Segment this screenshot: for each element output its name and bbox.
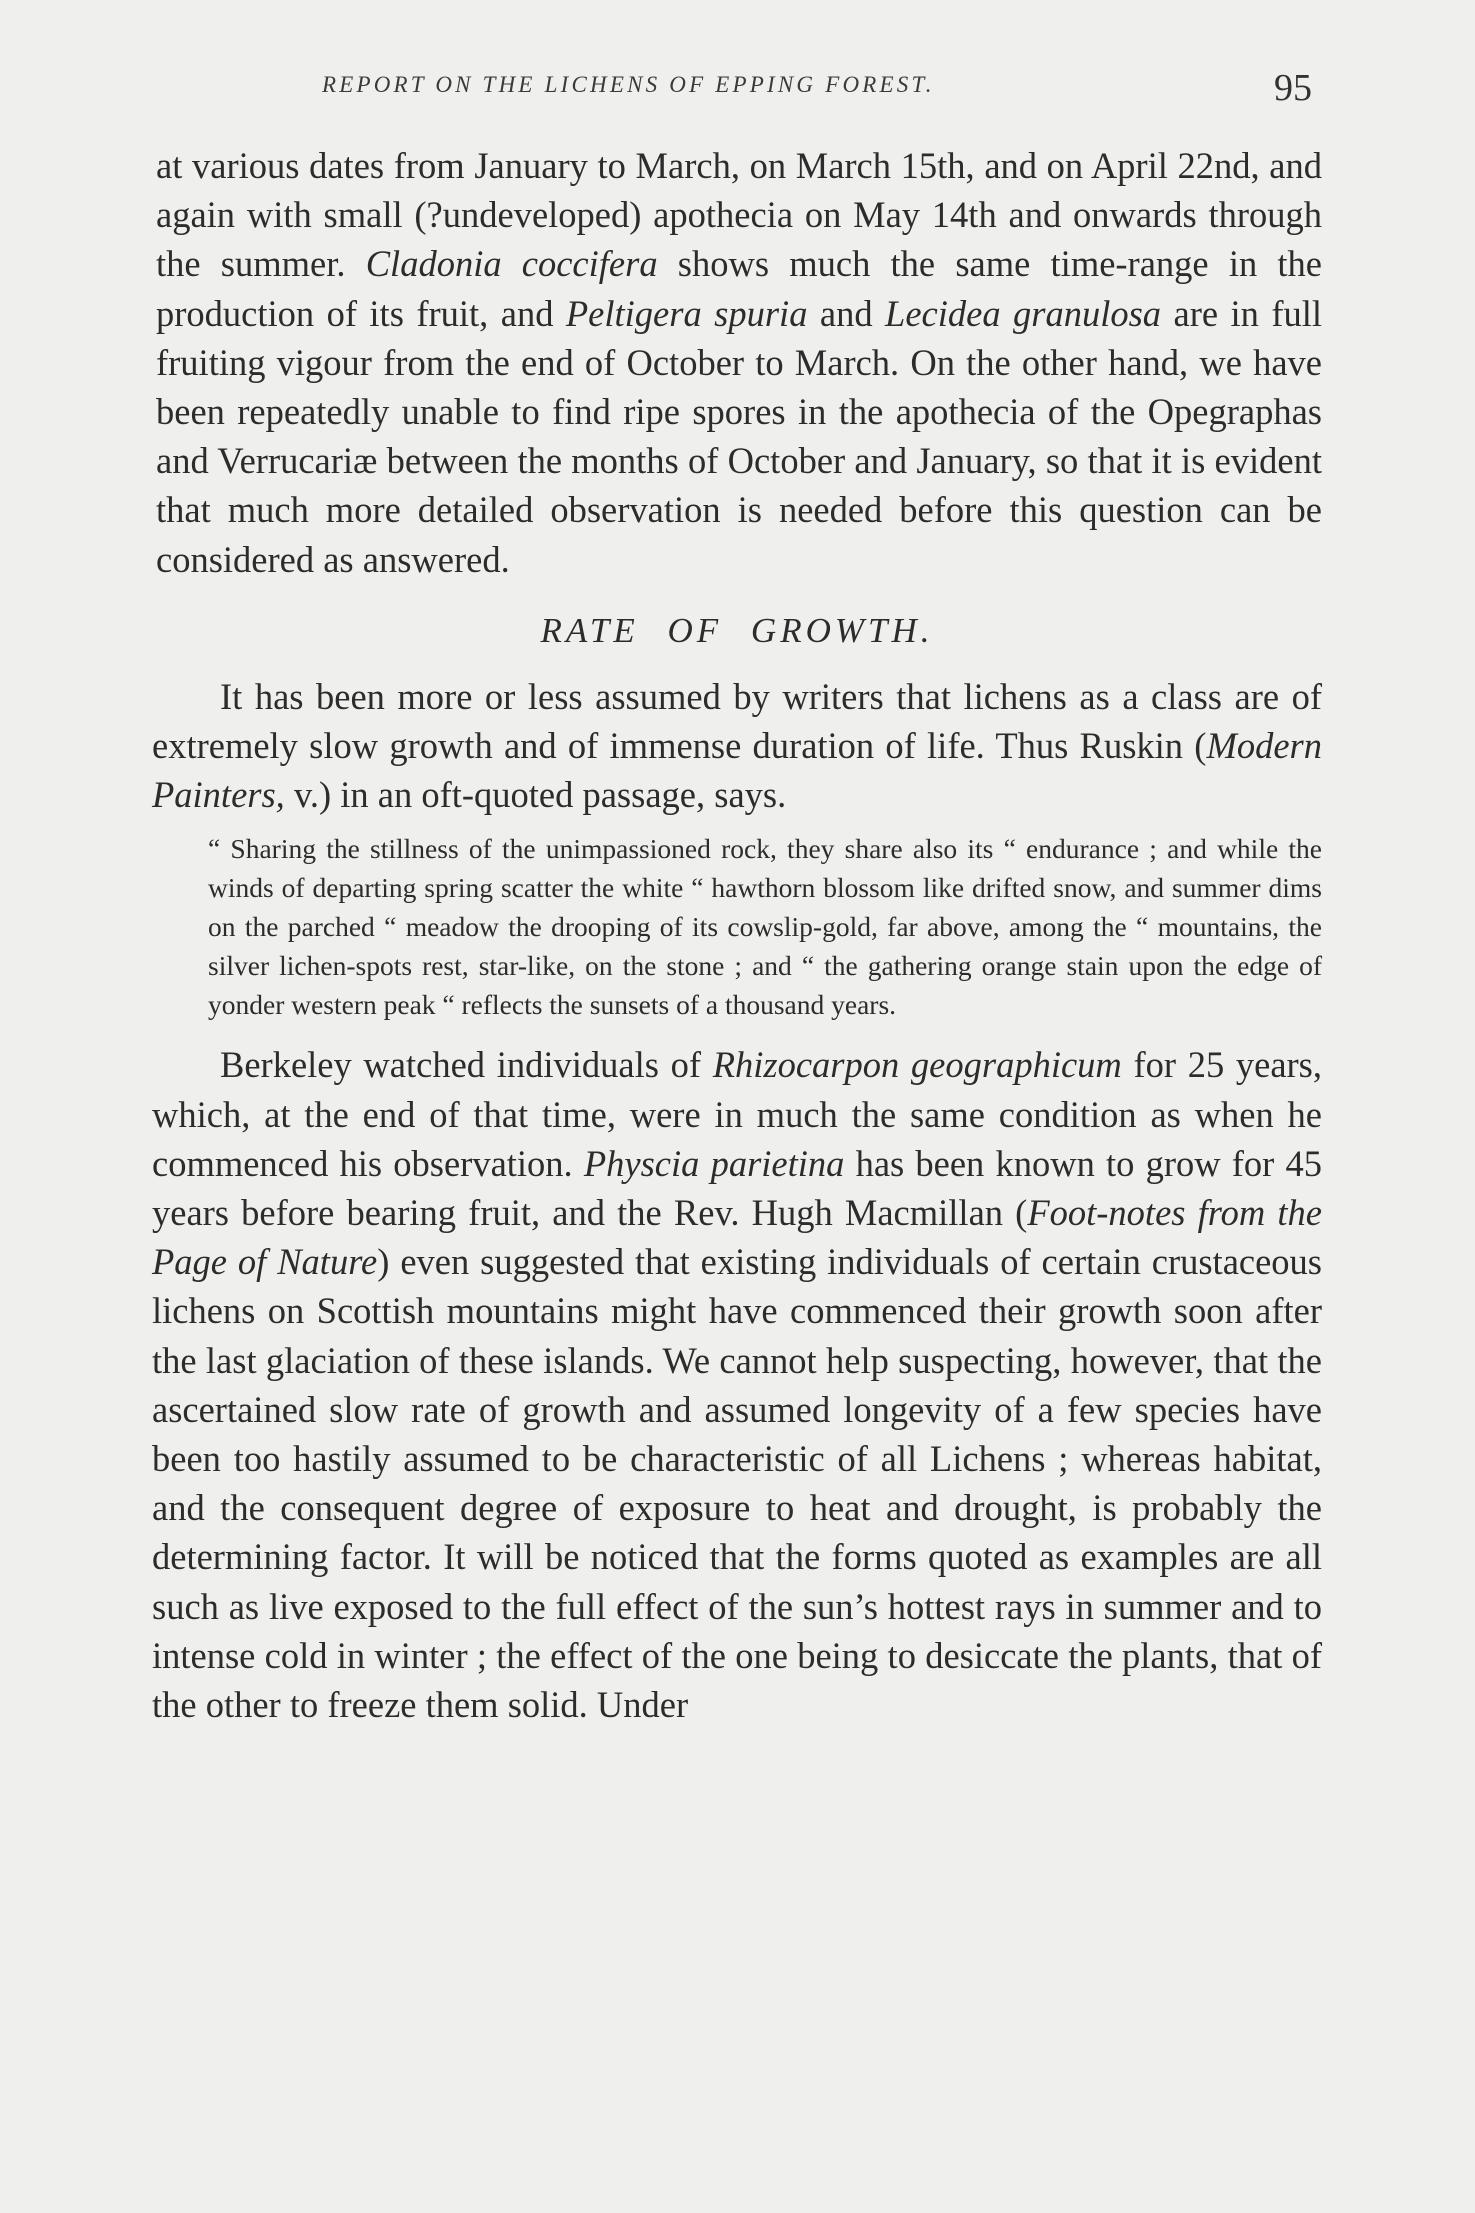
para3-text-1: Berkeley watched individuals of (220, 1044, 713, 1086)
para3-text-3: has been known to grow for 45 years before bearing fruit, and the Rev. Hugh Macmillan ( (152, 1142, 1322, 1234)
para1-text-4: are in full fruiting vigour from the end of October to March. On the other hand, we have been repeatedly unable to find ripe spores in the apothecia of the Opegraphas and Verrucariæ between the months of October and January, so that it is evident that much more detailed observation is needed before this question can be considered as answered. (156, 292, 1323, 580)
para2-text-2: v.) in an oft-quoted passage, says. (284, 774, 787, 816)
page-header (322, 66, 1312, 116)
page-body (152, 141, 1322, 1729)
continued-paragraph (152, 141, 1322, 584)
species-physcia-parietina: Physcia parietina (583, 1142, 845, 1184)
para3-text-2: for 25 years, which, at the end of that time, were in much the same condition as when he commenced his observation. (152, 1044, 1323, 1184)
para1-text-3: and (807, 292, 886, 334)
para1-text-2: shows much the same time-range in the production of its fruit, and (156, 243, 1323, 334)
species-lecidea-granulosa: Lecidea granulosa (885, 292, 1162, 334)
ruskin-quotation (152, 829, 1322, 1024)
species-peltigera-spuria: Peltigera spuria (565, 292, 808, 334)
section-heading: RATE OF GROWTH. (540, 610, 934, 650)
book-title-foot-notes: Foot-notes from the Page of Nature (152, 1192, 1323, 1283)
para1-text-1: at various dates from January to March, on March 15th, and on April 22nd, and again with small (?undeveloped) apothecia on May 14th and onwards through the summer. (156, 145, 1322, 285)
running-head: REPORT ON THE LICHENS OF EPPING FOREST. (322, 72, 935, 97)
quotation-text: “ Sharing the stillness of the unimpassioned rock, they share also its “ endurance ; and while the winds of departing spring scatter the white “ hawthorn blossom like drifted snow, and summer dims on the parched “ meadow the drooping of its cowslip-gold, far above, among the “ mountains, the silver lichen-spots rest, star-like, on the stone ; and “ the gathering orange stain upon the edge of yonder western peak “ reflects the sunsets of a thousand years. (208, 833, 1322, 1021)
book-title-modern-painters: Modern Painters, (152, 725, 1322, 816)
paragraph-rate-of-growth (152, 672, 1322, 820)
paragraph-berkeley (152, 1040, 1322, 1729)
species-rhizocarpon-geographicum: Rhizocarpon geographicum (712, 1044, 1122, 1086)
para2-text-1: It has been more or less assumed by writers that lichens as a class are of extremely slow growth and of immense duration of life. Thus Ruskin ( (152, 675, 1322, 767)
page-number: 95 (1274, 67, 1312, 109)
para3-text-4: ) even suggested that existing individuals of certain crustaceous lichens on Scottish mountains might have commenced their growth soon after the last glaciation of these islands. We cannot help suspecting, however, that the ascertained slow rate of growth and assumed longevity of a few species have been too hastily assumed to be characteristic of all Lichens ; whereas habitat, and the consequent degree of exposure to heat and drought, is probably the determining factor. It will be noticed that the forms quoted as examples are all such as live exposed to the full effect of the sun’s hottest rays in summer and to intense cold in winter ; the effect of the one being to desiccate the plants, that of the other to freeze them solid. Under (152, 1241, 1322, 1726)
species-cladonia-coccifera: Cladonia coccifera (365, 243, 658, 285)
